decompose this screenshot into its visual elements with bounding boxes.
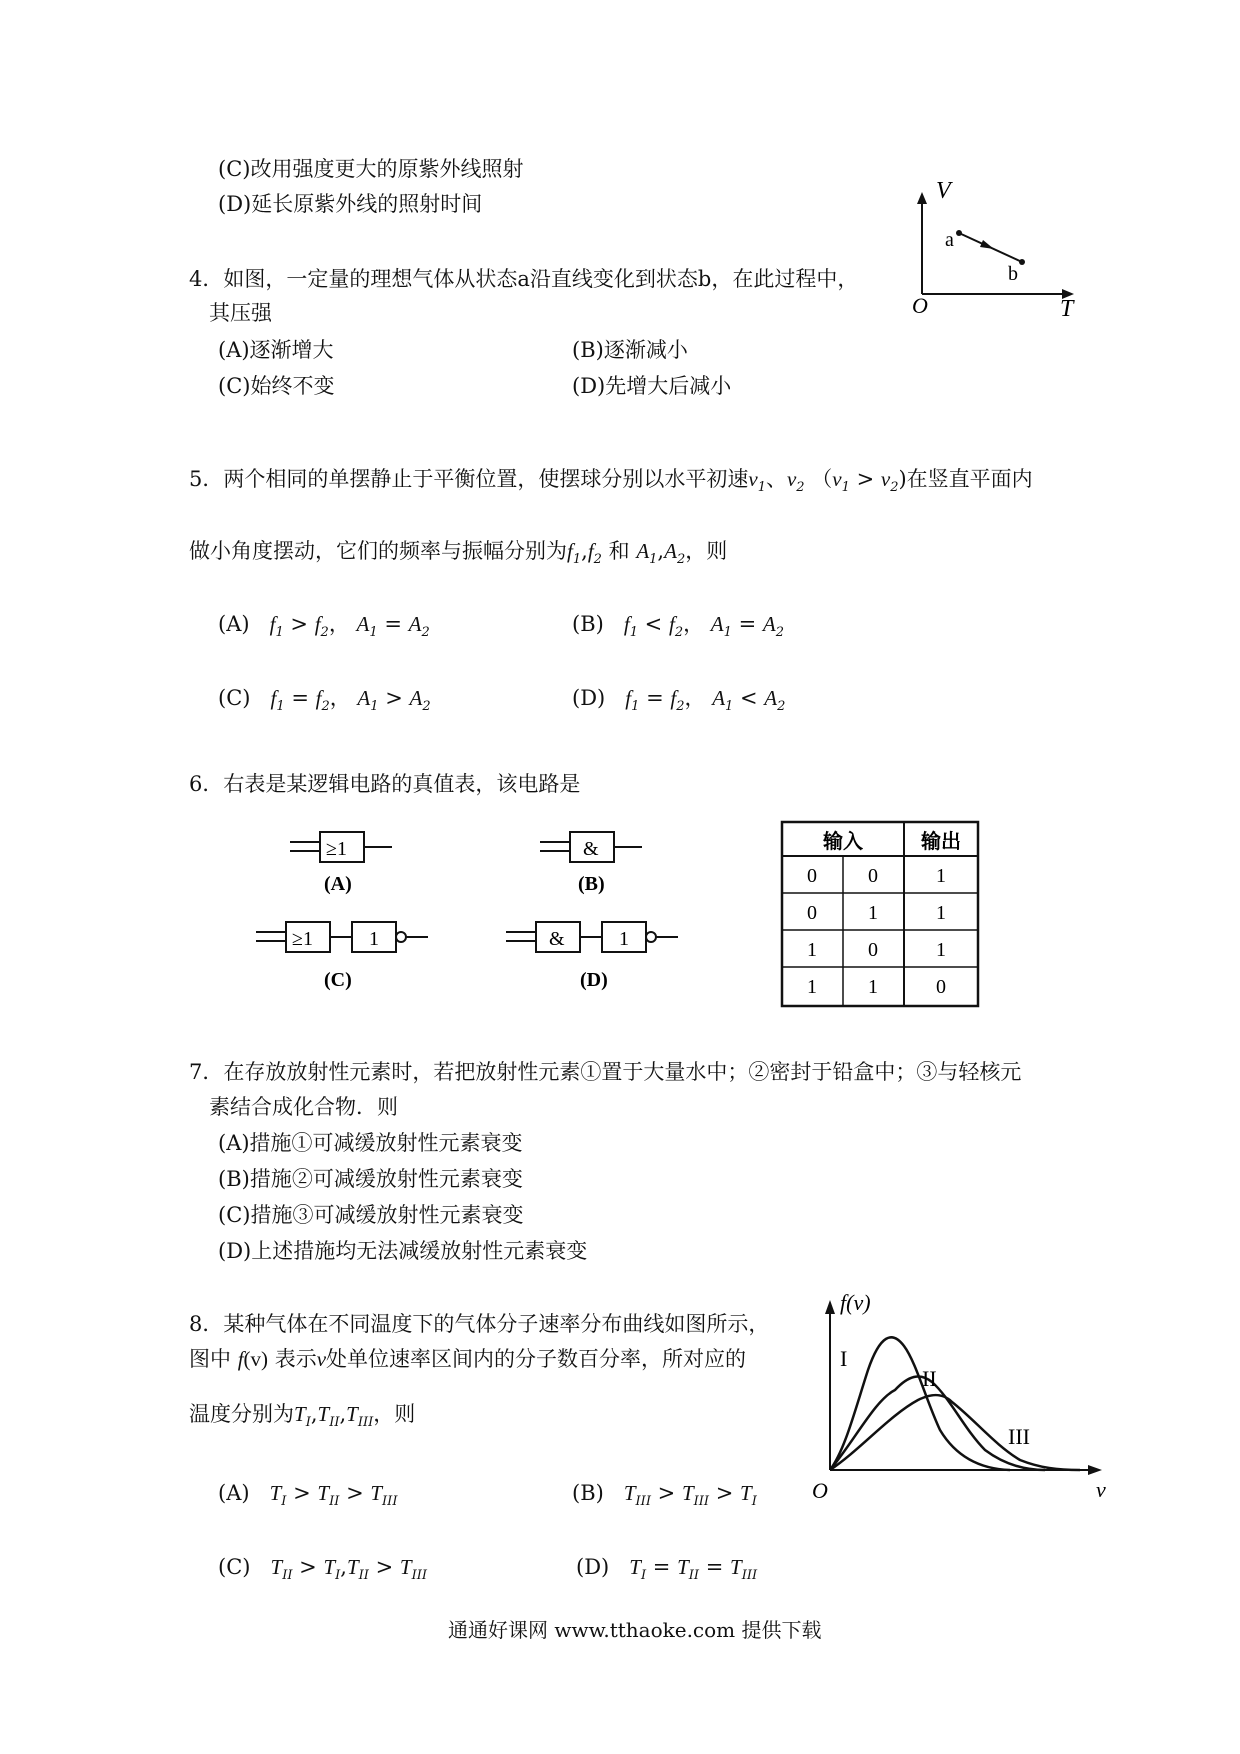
q4-option-c: (C)始终不变 <box>218 374 335 398</box>
q7-option-d: (D)上述措施均无法减缓放射性元素衰变 <box>218 1239 588 1263</box>
q8-y-axis-arrow <box>825 1300 835 1314</box>
q4-a-label: a <box>945 229 954 251</box>
q6-label-b: (B) <box>578 873 605 895</box>
q6-gate-b <box>540 832 642 895</box>
q8-y-label: f(v) <box>840 1290 871 1315</box>
q8-curve-iii-label: III <box>1008 1424 1030 1449</box>
q5-option-b: (B) $f_1 < f_2$， $A_1 = A_2$ <box>572 612 784 640</box>
q5-option-d: (D) $f_1 = f_2$， $A_1 < A_2$ <box>572 686 786 714</box>
q8-curve-i-label: I <box>840 1346 848 1371</box>
q4-origin-label: O <box>912 293 928 318</box>
q6-gate-d <box>506 922 678 991</box>
q7-option-a: (A)措施①可减缓放射性元素衰变 <box>218 1131 523 1155</box>
q4-t-label: T <box>1060 296 1074 322</box>
q8-x-label: v <box>1096 1477 1106 1502</box>
q4-option-a: (A)逐渐增大 <box>218 338 334 362</box>
q4-point-b <box>1019 259 1025 265</box>
svg-text:&: & <box>583 838 599 860</box>
q6-label-d: (D) <box>580 969 608 991</box>
q4-stem-line1: 4．如图，一定量的理想气体从状态a沿直线变化到状态b，在此过程中， <box>189 267 859 291</box>
q5-stem-line2: 做小角度摆动，它们的频率与振幅分别为$f_1,f_2$ 和 $A_1,A_2$，则 <box>189 539 728 567</box>
svg-text:≥1: ≥1 <box>326 838 347 860</box>
truth-table-cell: 0 <box>868 939 878 961</box>
q8-option-a: (A) $T_I > T_{II} > T_{III}$ <box>218 1481 398 1509</box>
q7-stem-line1: 7．在存放放射性元素时，若把放射性元素①置于大量水中；②密封于铅盒中；③与轻核元 <box>189 1060 1022 1084</box>
q5-option-c: (C) $f_1 = f_2$， $A_1 > A_2$ <box>218 686 431 714</box>
q4-direction-arrow <box>980 240 994 249</box>
truth-table-cell: 1 <box>936 865 946 887</box>
svg-text:&: & <box>549 928 565 950</box>
truth-table-cell: 1 <box>807 976 817 998</box>
q4-stem-line2: 其压强 <box>209 301 272 325</box>
q6-label-c: (C) <box>324 969 352 991</box>
q8-origin-label: O <box>812 1478 828 1503</box>
q4-option-b: (B)逐渐减小 <box>572 338 688 362</box>
truth-table-cell: 0 <box>936 976 946 998</box>
svg-text:1: 1 <box>369 928 379 950</box>
q4-v-label: V <box>936 178 951 204</box>
svg-text:1: 1 <box>619 928 629 950</box>
truth-table-cell: 1 <box>936 902 946 924</box>
q8-stem-line3: 温度分别为$T_I,T_{II},T_{III}$，则 <box>189 1402 416 1430</box>
q8-curve-iii <box>830 1395 1080 1470</box>
svg-text:≥1: ≥1 <box>292 928 313 950</box>
q6-truth-table <box>780 820 980 1010</box>
q6-gate-a <box>290 832 392 895</box>
truth-table-cell: 1 <box>807 939 817 961</box>
truth-table-cell: 1 <box>936 939 946 961</box>
truth-table-cell: 1 <box>868 976 878 998</box>
q5-option-a: (A) $f_1 > f_2$， $A_1 = A_2$ <box>218 612 430 640</box>
q7-option-c: (C)措施③可减缓放射性元素衰变 <box>218 1203 524 1227</box>
q8-option-b: (B) $T_{III} > T_{III} > T_I$ <box>572 1481 757 1509</box>
q3-option-d: (D)延长原紫外线的照射时间 <box>218 192 483 216</box>
truth-table-cell: 0 <box>807 865 817 887</box>
truth-table-header-input: 输入 <box>823 829 863 853</box>
q6-label-a: (A) <box>324 873 352 895</box>
q4-option-d: (D)先增大后减小 <box>572 374 732 398</box>
truth-table-cell: 0 <box>868 865 878 887</box>
q4-b-label: b <box>1008 263 1018 285</box>
q8-option-d: (D) $T_I = T_{II} = T_{III}$ <box>576 1555 758 1583</box>
q8-stem-line1: 8．某种气体在不同温度下的气体分子速率分布曲线如图所示， <box>189 1312 770 1336</box>
q6-gate-c <box>256 922 428 991</box>
truth-table-cell: 0 <box>807 902 817 924</box>
truth-table-header-output: 输出 <box>921 829 961 853</box>
q8-x-axis-arrow <box>1088 1465 1102 1475</box>
q4-vt-graph <box>900 178 1100 322</box>
q7-stem-line2: 素结合成化合物．则 <box>209 1095 398 1119</box>
q6-stem: 6．右表是某逻辑电路的真值表，该电路是 <box>189 772 581 796</box>
q8-curve-ii-label: II <box>922 1366 937 1391</box>
truth-table-cell: 1 <box>868 902 878 924</box>
q7-option-b: (B)措施②可减缓放射性元素衰变 <box>218 1167 523 1191</box>
q4-point-a <box>956 230 962 236</box>
q6-gate-options <box>250 820 710 1010</box>
q3-option-c: (C)改用强度更大的原紫外线照射 <box>218 157 524 181</box>
q8-option-c: (C) $T_{II} > T_I,T_{II} > T_{III}$ <box>218 1555 428 1583</box>
q4-v-axis-arrow <box>917 192 927 204</box>
q8-stem-line2: 图中 f(v) 表示v处单位速率区间内的分子数百分率，所对应的 <box>189 1347 747 1371</box>
q5-stem-line1: 5．两个相同的单摆静止于平衡位置，使摆球分别以水平初速$v_1$、$v_2$ $(v_1 > v_2)$在竖直平面内 <box>189 467 1033 495</box>
footer-text: 通通好课网 www.tthaoke.com 提供下载 <box>448 1618 822 1642</box>
q8-distribution-graph <box>800 1290 1120 1510</box>
